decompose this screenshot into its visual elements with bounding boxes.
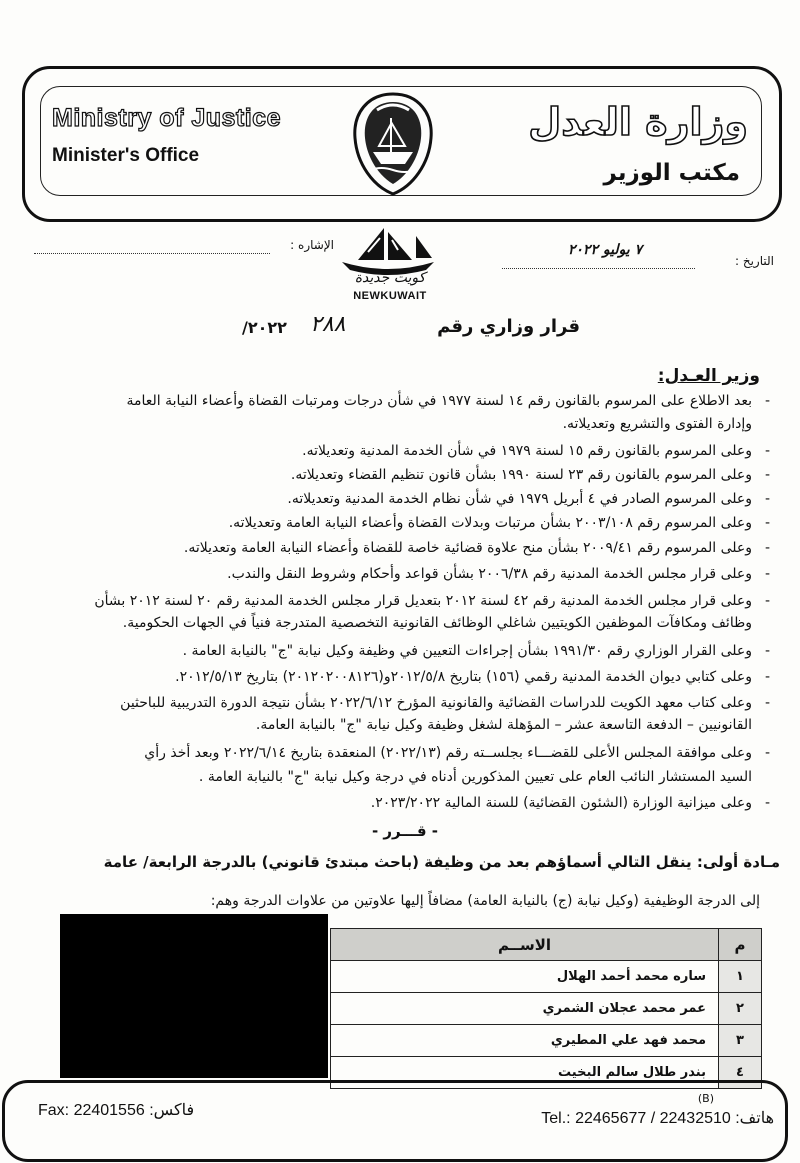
office-english-subtitle: Minister's Office [52, 145, 200, 166]
telephone-numbers: Tel.: 22465677 / 22432510 :هاتف [541, 1110, 774, 1127]
clause-10: - وعلى كتابي ديوان الخدمة المدنية رقمي (١٥٦) بتاريخ ٢٠١٢/٥/٨و(٢٠١٢٠٢٠٠٨١٢٦) بتاريخ ٢٠١٢/٥/١٣. [175, 669, 770, 685]
clause-1-cont: وإدارة الفتوى والتشريع وتعديلاته. [562, 416, 752, 432]
table-cell-name: محمد فهد علي المطيري [331, 1025, 719, 1057]
redaction-block [60, 914, 328, 1078]
footer-mark: (B) [697, 1092, 714, 1105]
clause-4: - وعلى المرسوم الصادر في ٤ أبريل ١٩٧٩ في شأن نظام الخدمة المدنية وتعديلاته. [287, 491, 770, 507]
clause-11: - وعلى كتاب معهد الكويت للدراسات القضائية والقانونية المؤرخ ٢٠٢٢/٦/١٢ بشأن نتيجة الدورة التدريبية للباحثين [120, 695, 770, 711]
reference-label: الإشاره : [290, 238, 334, 252]
clause-8-cont: وظائف ومكافآت الموظفين الكويتيين شاغلي الوظائف القانونية التخصصية المتدرجة فنياً في الجهات الحكومية. [122, 615, 752, 631]
table-cell-name: بندر طلال سالم البخيت [331, 1057, 719, 1089]
names-table [330, 928, 762, 1089]
date-label: التاريخ : [734, 254, 774, 268]
table-row [331, 961, 762, 993]
clause-7: - وعلى قرار مجلس الخدمة المدنية رقم ٢٠٠٦/٣٨ بشأن قواعد وأحكام وشروط النقل والندب. [227, 566, 770, 582]
reference-line [34, 238, 334, 262]
minister-heading: وزير العـدل: [657, 366, 760, 386]
ministry-english-title: Ministry of Justice [52, 104, 281, 132]
kuwait-emblem-icon [347, 90, 439, 198]
table-row [331, 1025, 762, 1057]
clause-11-cont: القانونيين – الدفعة التاسعة عشر – المؤهلة لشغل وظيفة وكيل نيابة "ج" بالنيابة العامة. [255, 717, 752, 733]
reference-dotted-line [34, 253, 270, 254]
decision-title-line [230, 312, 580, 350]
table-cell-num: ٤ [719, 1057, 762, 1089]
clause-12-cont: السيد المستشار النائب العام على تعيين المذكورين أدناه في درجة وكيل نيابة "ج" بالنيابة العامة . [198, 769, 752, 785]
table-cell-num: ٢ [719, 993, 762, 1025]
article-one-line-1: مـادة أولى: ينقل التالي أسماؤهم بعد من وظيفة (باحث مبتدئ قانوني) بالدرجة الرابعة/ عامة [103, 853, 780, 871]
date-dotted-line [502, 268, 695, 269]
article-one-line-2: إلى الدرجة الوظيفية (وكيل نيابة (ج) بالنيابة العامة) مضافاً إليها علاوتين من علاوات الدرجة وهم: [210, 893, 760, 909]
newkuwait-arabic: كويت جديدة [354, 270, 426, 286]
table-cell-num: ٣ [719, 1025, 762, 1057]
table-header-row [331, 929, 762, 961]
clause-2: - وعلى المرسوم بالقانون رقم ١٥ لسنة ١٩٧٩ في شأن الخدمة المدنية وتعديلاته. [302, 443, 770, 459]
table-row [331, 993, 762, 1025]
office-arabic-subtitle: مكتب الوزير [603, 160, 740, 186]
table-cell-name: عمر محمد عجلان الشمري [331, 993, 719, 1025]
newkuwait-english: NEWKUWAIT [353, 290, 427, 302]
clause-12: - وعلى موافقة المجلس الأعلى للقضـــاء بجلســته رقم (٢٠٢٢/١٣) المنعقدة بتاريخ ٢٠٢٢/٦/١٤ وبعد أخذ رأي [144, 745, 770, 761]
clause-8: - وعلى قرار مجلس الخدمة المدنية رقم ٤٢ لسنة ٢٠١٢ بتعديل قرار مجلس الخدمة المدنية رقم ٢٠ لسنة ٢٠١٢ بشأن [94, 593, 770, 609]
clause-6: - وعلى المرسوم رقم ٢٠٠٩/٤١ بشأن منح علاوة قضائية خاصة للقضاة وأعضاء النيابة العامة وتعديلاته. [183, 540, 770, 556]
table-cell-name: ساره محمد أحمد الهلال [331, 961, 719, 993]
date-value: ٧ يوليو ٢٠٢٢ [567, 242, 643, 258]
table-header-name: الاســم [331, 929, 719, 961]
ministry-arabic-title: وزارة العدل [528, 100, 748, 144]
resolution-heading: - قـــرر - [371, 822, 439, 840]
decision-title: قرار وزاري رقم [437, 316, 580, 337]
clause-3: - وعلى المرسوم بالقانون رقم ٢٣ لسنة ١٩٩٠ بشأن قانون تنظيم القضاء وتعديلاته. [290, 467, 770, 483]
table-cell-num: ١ [719, 961, 762, 993]
clause-13: - وعلى ميزانية الوزارة (الشئون القضائية) للسنة المالية ٢٠٢٣/٢٠٢٢. [370, 795, 770, 811]
decision-year: /٢٠٢٢ [242, 318, 287, 337]
clause-1: - بعد الاطلاع على المرسوم بالقانون رقم ١٤ لسنة ١٩٧٧ في شأن درجات ومرتبات القضاة وأعضاء النيابة العامة [126, 393, 770, 409]
clause-5: - وعلى المرسوم رقم ٢٠٠٣/١٠٨ بشأن مرتبات وبدلات القضاة وأعضاء النيابة العامة وتعديلاته. [228, 515, 770, 531]
clause-9: - وعلى القرار الوزاري رقم ١٩٩١/٣٠ بشأن إجراءات التعيين في وظيفة وكيل نيابة "ج" بالنيابة العامة . [182, 643, 770, 659]
fax-number: Fax: 22401556 :فاكس [38, 1102, 195, 1119]
decision-number: ٢٨٨ [310, 312, 346, 337]
table-header-num: م [719, 929, 762, 961]
